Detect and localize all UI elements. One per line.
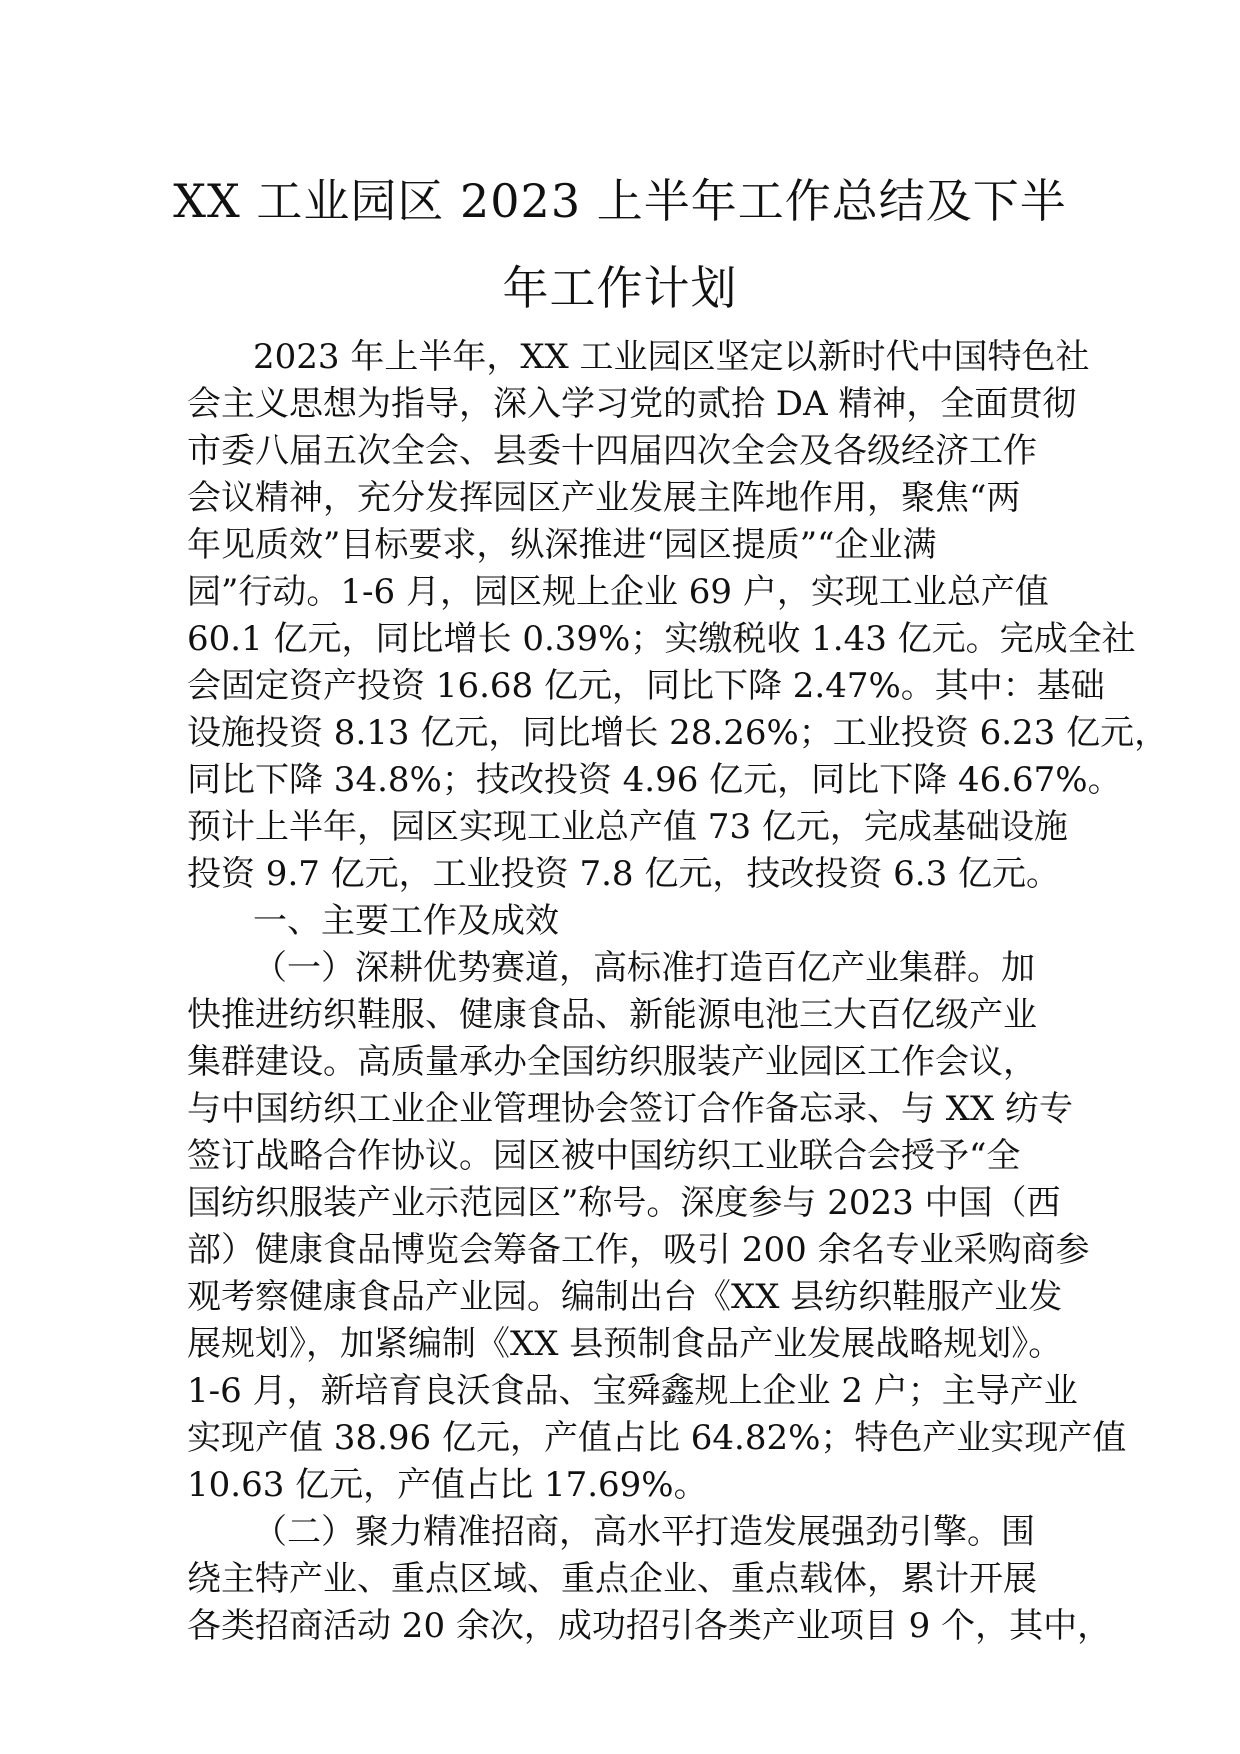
text-line: 同比下降 34.8%；技改投资 4.96 亿元，同比下降 46.67%。	[187, 760, 1122, 800]
text-line: 年见质效”目标要求，纵深推进“园区提质”“企业满	[187, 525, 937, 565]
subsection-heading: （一）深耕优势赛道，高标准打造百亿产业集群。加	[253, 948, 1035, 988]
text-line: 预计上半年，园区实现工业总产值 73 亿元，完成基础设施	[187, 807, 1068, 847]
text-line: 各类招商活动 20 余次，成功招引各类产业项目 9 个，其中，	[187, 1606, 1112, 1646]
text-line: 2023 年上半年，XX 工业园区坚定以新时代中国特色社	[253, 337, 1090, 377]
text-line: 签订战略合作协议。园区被中国纺织工业联合会授予“全	[187, 1136, 1021, 1176]
text-line: 会主义思想为指导，深入学习党的贰拾 DA 精神，全面贯彻	[187, 384, 1077, 424]
text-line: 部）健康食品博览会筹备工作，吸引 200 余名专业采购商参	[187, 1230, 1090, 1270]
section-heading: 一、主要工作及成效	[253, 901, 559, 941]
text-line: 观考察健康食品产业园。编制出台《XX 县纺织鞋服产业发	[187, 1277, 1063, 1317]
text-line: 展规划》，加紧编制《XX 县预制食品产业发展战略规划》。	[187, 1324, 1063, 1364]
document-title-line-2: 年工作计划	[502, 261, 738, 315]
text-line: 与中国纺织工业企业管理协会签订合作备忘录、与 XX 纺专	[187, 1089, 1074, 1129]
text-line: 投资 9.7 亿元，工业投资 7.8 亿元，技改投资 6.3 亿元。	[187, 854, 1061, 894]
text-line: 快推进纺织鞋服、健康食品、新能源电池三大百亿级产业	[187, 995, 1037, 1035]
text-line: 绕主特产业、重点区域、重点企业、重点载体，累计开展	[187, 1559, 1037, 1599]
text-line: 60.1 亿元，同比增长 0.39%；实缴税收 1.43 亿元。完成全社	[187, 619, 1136, 659]
text-line: 市委八届五次全会、县委十四届四次全会及各级经济工作	[187, 431, 1037, 471]
text-line: 会固定资产投资 16.68 亿元，同比下降 2.47%。其中：基础	[187, 666, 1105, 706]
document-title-line-1: XX 工业园区 2023 上半年工作总结及下半	[173, 174, 1067, 228]
text-line: 实现产值 38.96 亿元，产值占比 64.82%；特色产业实现产值	[187, 1418, 1127, 1458]
subsection-heading: （二）聚力精准招商，高水平打造发展强劲引擎。围	[253, 1512, 1035, 1552]
text-line: 集群建设。高质量承办全国纺织服装产业园区工作会议，	[187, 1042, 1037, 1082]
text-line: 10.63 亿元，产值占比 17.69%。	[187, 1465, 708, 1505]
document-body	[187, 334, 1169, 1650]
text-line: 1-6 月，新培育良沃食品、宝舜鑫规上企业 2 户；主导产业	[187, 1371, 1078, 1411]
text-line: 园”行动。1-6 月，园区规上企业 69 户，实现工业总产值	[187, 572, 1049, 612]
text-line: 会议精神，充分发挥园区产业发展主阵地作用，聚焦“两	[187, 478, 1021, 518]
text-line: 设施投资 8.13 亿元，同比增长 28.26%；工业投资 6.23 亿元，	[187, 713, 1169, 753]
text-line: 国纺织服装产业示范园区”称号。深度参与 2023 中国（西	[187, 1183, 1061, 1223]
